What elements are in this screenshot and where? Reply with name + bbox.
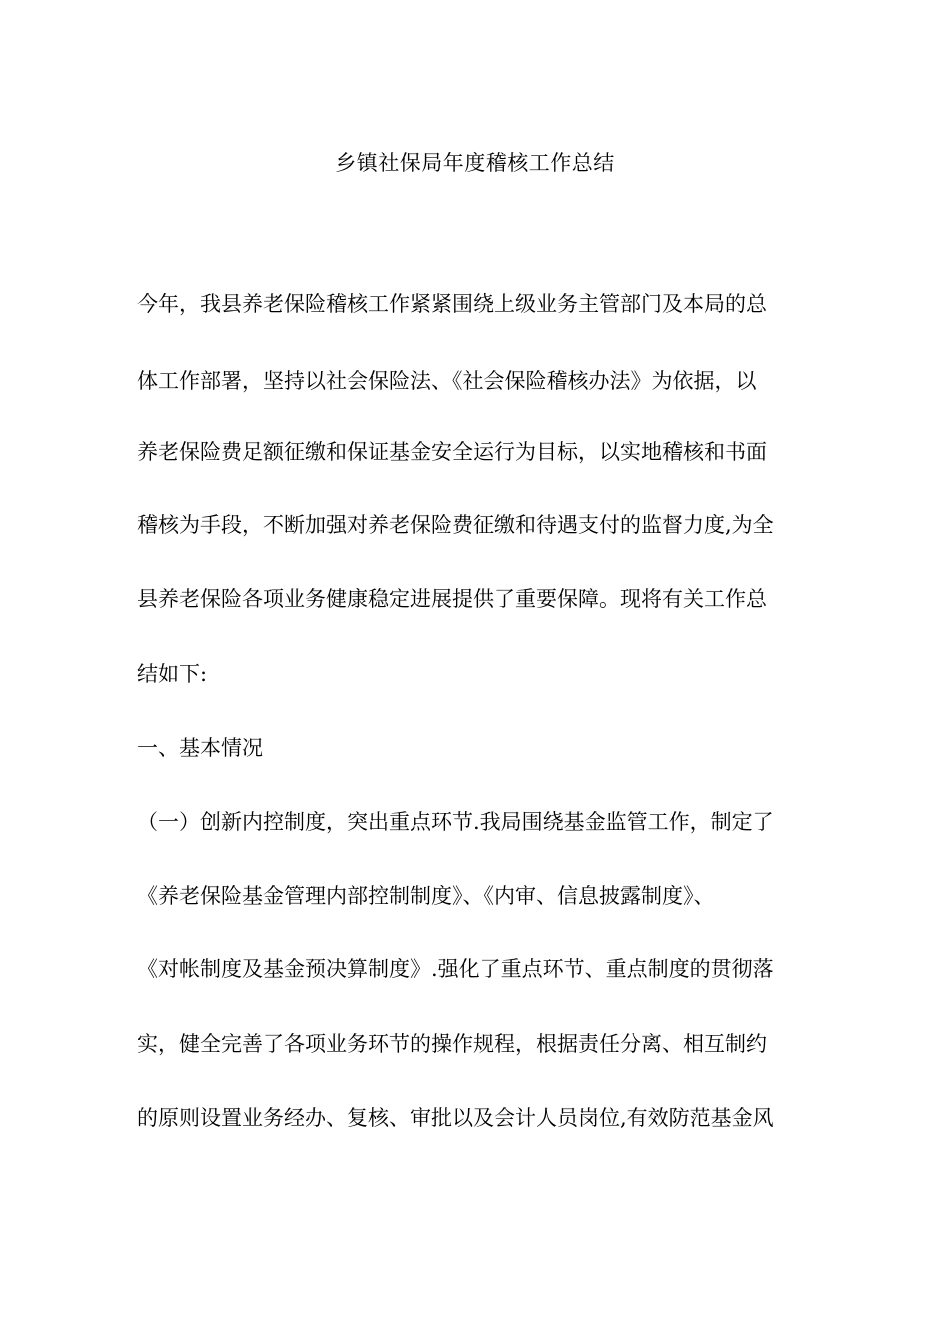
paragraph-line: 体工作部署，坚持以社会保险法、《社会保险稽核办法》为依据，以 [137, 369, 757, 393]
paragraph-line: 县养老保险各项业务健康稳定进展提供了重要保障。现将有关工作总 [137, 587, 767, 611]
section-heading: 一、基本情况 [137, 736, 263, 760]
paragraph-line: 的原则设置业务经办、复核、审批以及会计人员岗位,有效防范基金风 [137, 1106, 774, 1130]
paragraph-line: （一）创新内控制度，突出重点环节.我局围绕基金监管工作，制定了 [137, 810, 774, 834]
paragraph-line: 今年，我县养老保险稽核工作紧紧围绕上级业务主管部门及本局的总 [137, 292, 767, 316]
document-title: 乡镇社保局年度稽核工作总结 [335, 151, 615, 175]
paragraph-line: 实，健全完善了各项业务环节的操作规程，根据责任分离、相互制约 [137, 1032, 767, 1056]
paragraph-line: 养老保险费足额征缴和保证基金安全运行为目标，以实地稽核和书面 [137, 440, 767, 464]
paragraph-line: 《对帐制度及基金预决算制度》.强化了重点环节、重点制度的贯彻落 [137, 957, 774, 981]
paragraph-line: 稽核为手段，不断加强对养老保险费征缴和待遇支付的监督力度,为全 [137, 513, 774, 537]
paragraph-line: 结如下: [137, 662, 208, 686]
paragraph-line: 《养老保险基金管理内部控制制度》、《内审、信息披露制度》、 [137, 884, 715, 908]
